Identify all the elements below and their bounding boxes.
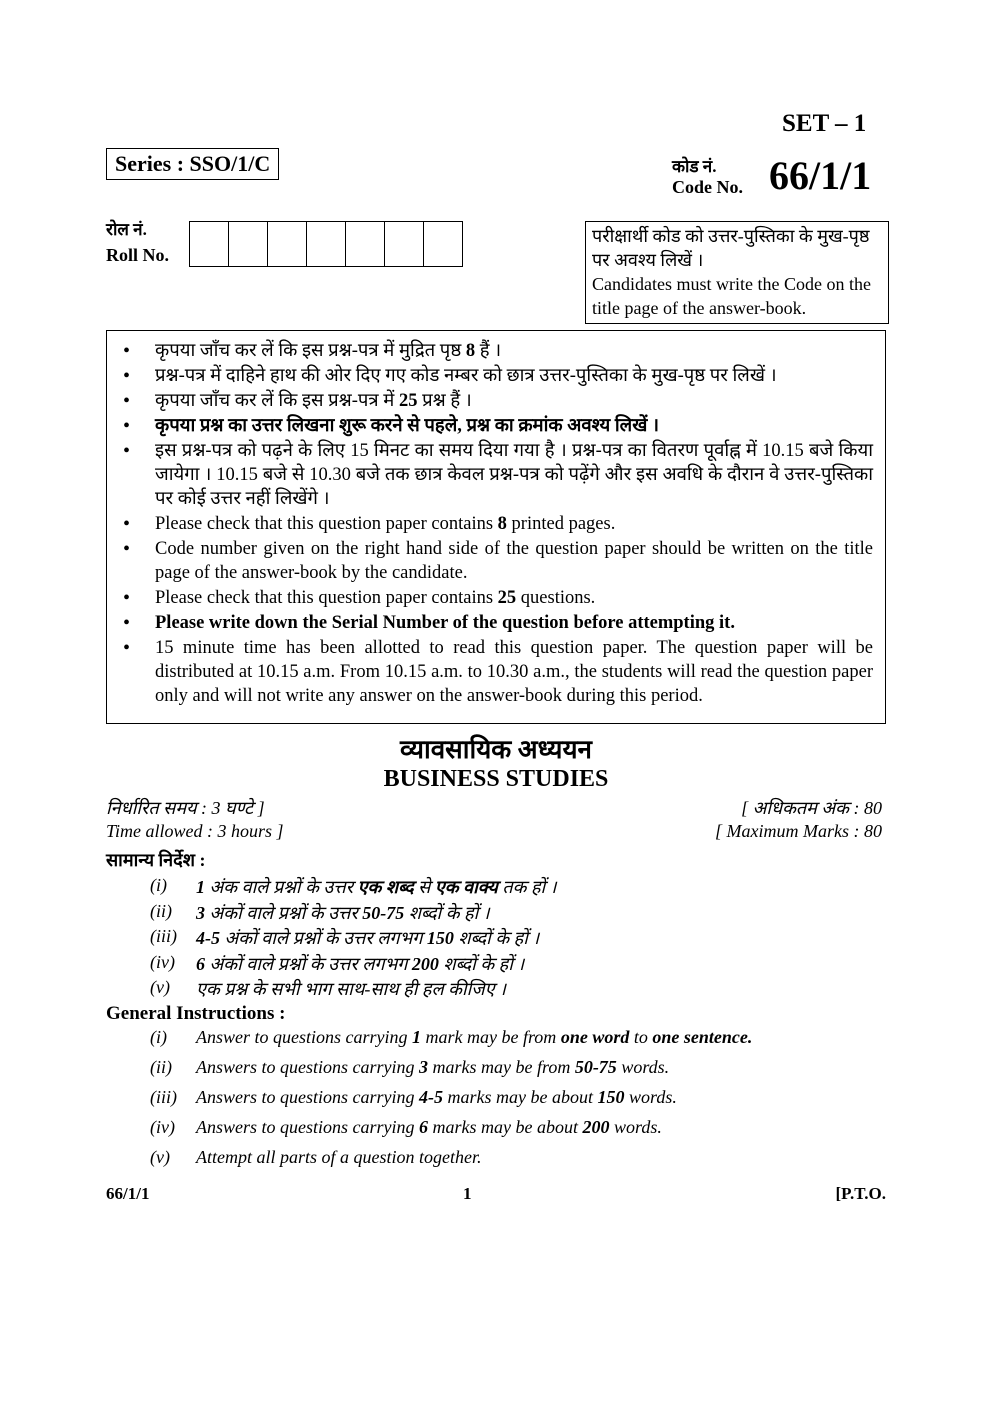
- maximum-marks-hindi: [ अधिकतम अंक : 80: [741, 798, 882, 818]
- text: mark may be from: [421, 1027, 561, 1047]
- roll-label-hindi: रोल नं.: [106, 220, 147, 239]
- text: अंकों वाले प्रश्नों के उत्तर लगभग: [220, 928, 427, 948]
- text: Answers to questions carrying: [196, 1117, 419, 1137]
- text: इस प्रश्न-पत्र को पढ़ने के लिए 15 मिनट का समय दिया गया है । प्रश्न-पत्र का वितरण पूर्वाह्न में 10.15 बजे किया जायेगा । 10.15 बजे से 10.30 बजे तक छात्र केवल प्रश्न-पत्र को पढ़ेंगे और इस अवधि के दौरान वे उत्तर-पुस्तिका पर कोई उत्तर नहीं लिखेंगे ।: [155, 441, 873, 509]
- text: marks may be from: [428, 1057, 575, 1077]
- bold-text: 1: [412, 1027, 421, 1047]
- text: Please check that this question paper contains: [155, 588, 498, 608]
- instruction-item: [107, 414, 873, 438]
- text: Please check that this question paper contains: [155, 514, 498, 534]
- text: हैं ।: [475, 341, 502, 361]
- bold-text: 150: [426, 928, 454, 948]
- text: शब्दों के हों ।: [453, 928, 540, 948]
- item-number: (v): [150, 1147, 170, 1167]
- bold-text: 6: [196, 953, 205, 974]
- item-number: (iii): [150, 1087, 177, 1107]
- bold-text: 25: [497, 588, 517, 608]
- roll-digit-box[interactable]: [190, 222, 229, 266]
- general-instruction-item: [150, 875, 557, 899]
- bold-text: 200: [411, 953, 439, 974]
- text: अंकों वाले प्रश्नों के उत्तर: [205, 902, 363, 923]
- text: Answers to questions carrying: [196, 1087, 419, 1107]
- bold-text: 6: [419, 1117, 428, 1137]
- roll-digit-box[interactable]: [424, 222, 462, 266]
- series-box: Series : SSO/1/C: [106, 148, 279, 180]
- general-instruction-item: [150, 1117, 662, 1138]
- item-text: [196, 901, 490, 925]
- bold-text: one sentence.: [652, 1027, 753, 1047]
- item-number: (iv): [150, 951, 175, 972]
- instructions-list: [107, 331, 885, 708]
- bold-text: 150: [597, 1087, 625, 1107]
- general-instruction-item: [150, 1027, 752, 1048]
- text: Code number given on the right hand side of the question paper should be written on the title page of the answer-book by the candidate.: [155, 539, 873, 583]
- bold-text: 1: [196, 877, 205, 897]
- instruction-item: [107, 586, 873, 610]
- text: कृपया जाँच कर लें कि इस प्रश्न-पत्र में: [155, 391, 399, 411]
- text: प्रश्न-पत्र में दाहिने हाथ की ओर दिए गए कोड नम्बर को छात्र उत्तर-पुस्तिका के मुख-पृष्ठ पर लिखें ।: [155, 366, 777, 386]
- general-instructions-heading: General Instructions :: [106, 1003, 286, 1024]
- page-number: 1: [463, 1184, 472, 1203]
- roll-label: Roll No.: [106, 245, 169, 265]
- subject-title: BUSINESS STUDIES: [383, 766, 609, 792]
- instruction-item: [107, 339, 873, 363]
- text: 15 minute time has been allotted to read this question paper. The question paper will be distributed at 10.15 a.m. From 10.15 a.m. to 10.30 a.m., the students will read the question paper only and will not write any answer on the answer-book during this period.: [155, 638, 873, 706]
- text: अंकों वाले प्रश्नों के उत्तर लगभग: [205, 953, 412, 974]
- bold-text: एक शब्द: [357, 877, 414, 897]
- bold-text: 3: [419, 1057, 428, 1077]
- item-number: (i): [150, 875, 167, 895]
- general-instructions-hindi-heading: सामान्य निर्देश :: [106, 850, 206, 870]
- bold-text: Please write down the Serial Number of the question before attempting it.: [155, 613, 735, 633]
- roll-number-boxes: [189, 221, 463, 267]
- text: Answers to questions carrying: [196, 1057, 419, 1077]
- general-instruction-item: [150, 1057, 669, 1078]
- subject-title-hindi: व्यावसायिक अध्ययन: [400, 735, 592, 764]
- general-instruction-item: [150, 977, 506, 1001]
- general-instruction-item: [150, 952, 524, 976]
- time-allowed-hindi: निर्धारित समय : 3 घण्टे ]: [106, 798, 265, 818]
- text: शब्दों के हों ।: [404, 902, 490, 923]
- code-note-box: [585, 221, 889, 324]
- item-text: [196, 977, 506, 1001]
- item-text: [196, 1087, 677, 1108]
- item-text: [196, 875, 557, 899]
- text: शब्दों के हों ।: [438, 953, 525, 974]
- bold-text: एक वाक्य: [434, 877, 498, 897]
- bold-text: कृपया प्रश्न का उत्तर लिखना शुरू करने से पहले, प्रश्न का क्रमांक अवश्य लिखें ।: [155, 416, 659, 436]
- instructions-box: [106, 330, 886, 724]
- item-number: (v): [150, 977, 170, 997]
- instruction-item: [107, 636, 873, 708]
- bold-text: 4-5: [419, 1087, 443, 1107]
- text: marks may be about: [443, 1087, 598, 1107]
- general-instruction-item: [150, 1087, 677, 1108]
- item-number: (iv): [150, 1117, 175, 1137]
- instruction-item: [107, 512, 873, 536]
- roll-digit-box[interactable]: [268, 222, 307, 266]
- roll-digit-box[interactable]: [385, 222, 424, 266]
- text: प्रश्न हैं ।: [417, 391, 472, 411]
- time-allowed: Time allowed : 3 hours ]: [106, 821, 284, 841]
- instruction-item: [107, 439, 873, 511]
- code-label-hindi: कोड नं.: [672, 157, 717, 176]
- item-number: (ii): [150, 900, 172, 921]
- bold-text: 8: [465, 341, 476, 361]
- code-note-english: Candidates must write the Code on the title page of the answer-book.: [592, 274, 871, 318]
- text: words.: [616, 1057, 670, 1077]
- text: printed pages.: [506, 514, 616, 534]
- general-instruction-item: [150, 901, 490, 925]
- item-text: [196, 1027, 752, 1048]
- roll-digit-box[interactable]: [229, 222, 268, 266]
- text: एक प्रश्न के सभी भाग साथ-साथ ही हल कीजिए ।: [196, 979, 506, 999]
- bold-text: 50-75: [574, 1057, 617, 1077]
- item-number: (iii): [150, 926, 177, 946]
- general-instruction-item: [150, 1147, 482, 1168]
- text: से: [413, 877, 435, 897]
- text: Answer to questions carrying: [196, 1027, 412, 1047]
- text: Attempt all parts of a question together.: [196, 1147, 482, 1167]
- text: words.: [624, 1087, 677, 1107]
- footer-code: 66/1/1: [106, 1184, 150, 1203]
- item-text: [196, 952, 524, 976]
- bold-text: 25: [398, 391, 418, 411]
- item-text: [196, 1117, 662, 1138]
- instruction-item: [107, 537, 873, 585]
- roll-digit-box[interactable]: [346, 222, 385, 266]
- text: कृपया जाँच कर लें कि इस प्रश्न-पत्र में मुद्रित पृष्ठ: [155, 341, 466, 361]
- bold-text: 200: [582, 1117, 610, 1137]
- item-text: [196, 1057, 669, 1078]
- roll-digit-box[interactable]: [307, 222, 346, 266]
- item-text: [196, 1147, 482, 1168]
- code-label: Code No.: [672, 177, 743, 197]
- bold-text: 50-75: [362, 902, 405, 923]
- text: अंक वाले प्रश्नों के उत्तर: [205, 877, 358, 897]
- text: words.: [609, 1117, 662, 1137]
- bold-text: 3: [196, 902, 205, 923]
- instruction-item: [107, 389, 873, 413]
- instruction-item: [107, 364, 873, 388]
- text: to: [629, 1027, 653, 1047]
- set-label: SET – 1: [782, 110, 867, 137]
- text: marks may be about: [428, 1117, 583, 1137]
- item-number: (i): [150, 1027, 167, 1047]
- code-note-hindi: परीक्षार्थी कोड को उत्तर-पुस्तिका के मुख-पृष्ठ पर अवश्य लिखें ।: [592, 226, 870, 270]
- code-number: 66/1/1: [769, 153, 872, 198]
- item-number: (ii): [150, 1057, 172, 1077]
- general-instruction-item: [150, 926, 539, 950]
- bold-text: 8: [497, 514, 507, 534]
- text: तक हों ।: [497, 877, 557, 897]
- item-text: [196, 926, 539, 950]
- bold-text: one word: [560, 1027, 630, 1047]
- maximum-marks: [ Maximum Marks : 80: [715, 821, 882, 841]
- text: questions.: [516, 588, 596, 608]
- instruction-item: [107, 611, 873, 635]
- bold-text: 4-5: [196, 928, 220, 948]
- please-turn-over: [P.T.O.: [835, 1184, 886, 1203]
